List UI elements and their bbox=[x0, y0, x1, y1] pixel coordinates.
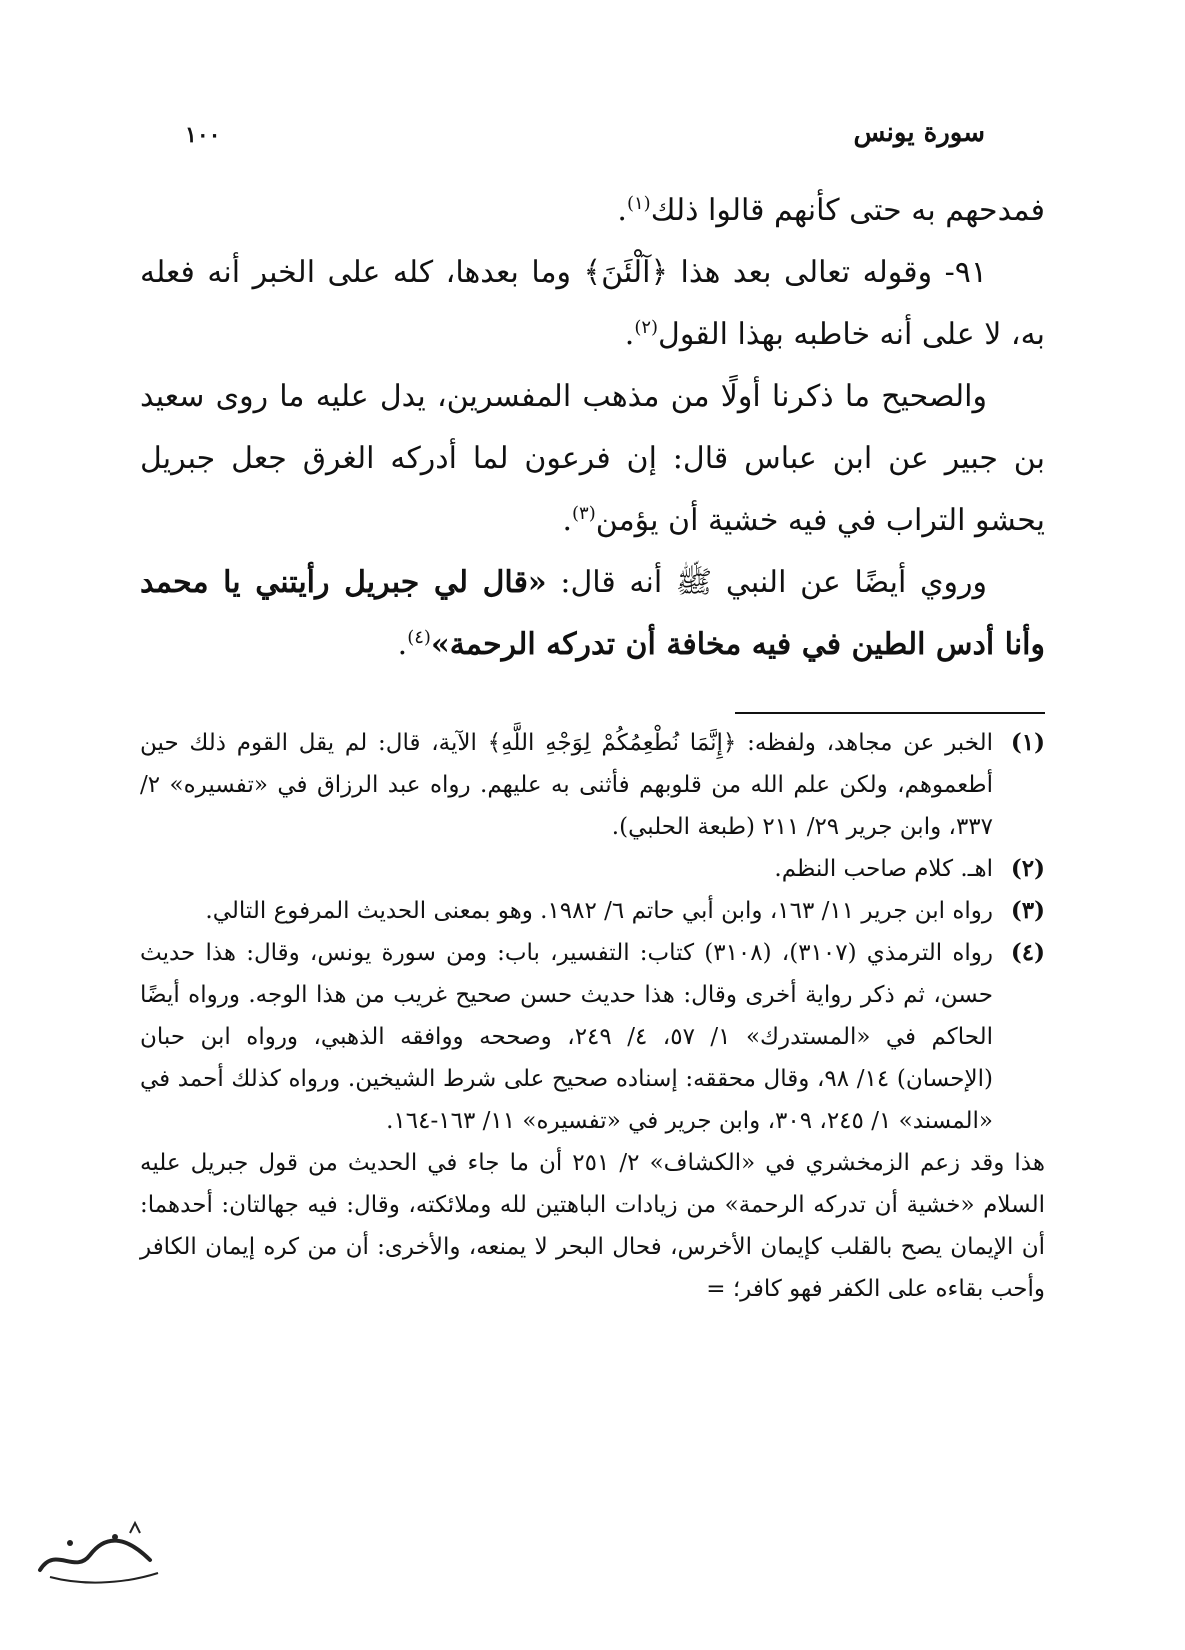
footnote-ref-4: (٤) bbox=[407, 627, 431, 648]
footnote-number: (٢) bbox=[1010, 855, 1045, 882]
footnote-ref-1: (١) bbox=[626, 193, 651, 214]
footnote-ref-2: (٢) bbox=[634, 317, 659, 338]
footnotes bbox=[140, 722, 1045, 1310]
paragraph-2-end: . bbox=[624, 317, 635, 352]
paragraph-1 bbox=[140, 180, 1045, 242]
footnote-text: اهـ. كلام صاحب النظم. bbox=[774, 856, 993, 882]
footnote-text: رواه الترمذي (٣١٠٧)، (٣١٠٨) كتاب: التفسير، باب: ومن سورة يونس، وقال: هذا حديث حسن، ثم ذكر رواية أخرى وقال: هذا حديث حسن صحيح غريب من هذا الوجه. ورواه أيضًا الحاكم في «المستدرك» ١/ ٥٧، ٤/ ٢٤٩، وصححه ووافقه الذهبي، ورواه ابن حبان (الإحسان) ١٤/ ٩٨، وقال محققه: إسناده صحيح على شرط الشيخين. ورواه كذلك أحمد في «المسند» ١/ ٢٤٥، ٣٠٩، وابن جرير في «تفسيره» ١١/ ١٦٣-١٦٤. bbox=[140, 940, 994, 1134]
footnote-4 bbox=[140, 932, 1045, 1142]
footnote-text: رواه ابن جرير ١١/ ١٦٣، وابن أبي حاتم ٦/ ١٩٨٢. وهو بمعنى الحديث المرفوع التالي. bbox=[205, 898, 993, 924]
footnote-1 bbox=[140, 722, 1045, 848]
paragraph-1-text: فمدحهم به حتى كأنهم قالوا ذلك bbox=[650, 193, 1045, 228]
main-text bbox=[140, 180, 1045, 676]
running-title: سورة يونس bbox=[853, 118, 985, 148]
paragraph-3-text: والصحيح ما ذكرنا أولًا من مذهب المفسرين، يدل عليه ما روى سعيد بن جبير عن ابن عباس قال: إن فرعون لما أدركه الغرق جعل جبريل يحشو التراب في فيه خشية أن يؤمن bbox=[140, 379, 1045, 538]
paragraph-1-end: . bbox=[617, 193, 627, 228]
footnote-number: (٣) bbox=[1010, 897, 1045, 924]
paragraph-2 bbox=[140, 242, 1045, 366]
footnote-text: الخبر عن مجاهد، ولفظه: ﴿إِنَّمَا نُطْعِمُكُمْ لِوَجْهِ اللَّهِ﴾ الآية، قال: لم يقل القوم ذلك حين أطعموهم، ولكن علم الله من قلوبهم فأثنى به عليهم. رواه عبد الرزاق في «تفسيره» ٢/ ٣٣٧، وابن جرير ٢٩/ ٢١١ (طبعة الحلبي). bbox=[140, 730, 993, 840]
footnote-continuation: هذا وقد زعم الزمخشري في «الكشاف» ٢/ ٢٥١ أن ما جاء في الحديث من قول جبريل عليه السلام «خشية أن تدركه الرحمة» من زيادات الباهتين لله وملائكته، وقال: فيه جهالتان: أحدهما: أن الإيمان يصح بالقلب كإيمان الأخرس، فحال البحر لا يمنعه، والأخرى: أن من كره إيمان الكافر وأحب بقاءه على الكفر فهو كافر؛ = bbox=[140, 1150, 1045, 1302]
footnote-number: (١) bbox=[1010, 729, 1045, 756]
paragraph-3 bbox=[140, 366, 1045, 552]
paragraph-2-text: ٩١- وقوله تعالى بعد هذا ﴿آلْئَنَ﴾ وما بعدها، كله على الخبر أنه فعله به، لا على أنه خاطبه بهذا القول bbox=[140, 255, 1045, 352]
page-number: ١٠٠ bbox=[185, 122, 221, 148]
footnote-divider bbox=[735, 712, 1045, 714]
paragraph-4-end: . bbox=[397, 627, 408, 662]
paragraph-4-intro: وروي أيضًا عن النبي ﷺ أنه قال: bbox=[560, 565, 987, 600]
hadith-quote: «قال لي جبريل رأيتني يا محمد وأنا أدس الطين في فيه مخافة أن تدركه الرحمة» bbox=[140, 565, 1045, 662]
footnote-ref-3: (٣) bbox=[572, 503, 596, 524]
footnote-2 bbox=[140, 848, 1045, 890]
publisher-logo-watermark bbox=[30, 1515, 170, 1595]
paragraph-3-end: . bbox=[562, 503, 573, 538]
footnote-3 bbox=[140, 890, 1045, 932]
running-header bbox=[185, 118, 985, 158]
paragraph-4 bbox=[140, 552, 1045, 676]
footnote-number: (٤) bbox=[1010, 939, 1045, 966]
